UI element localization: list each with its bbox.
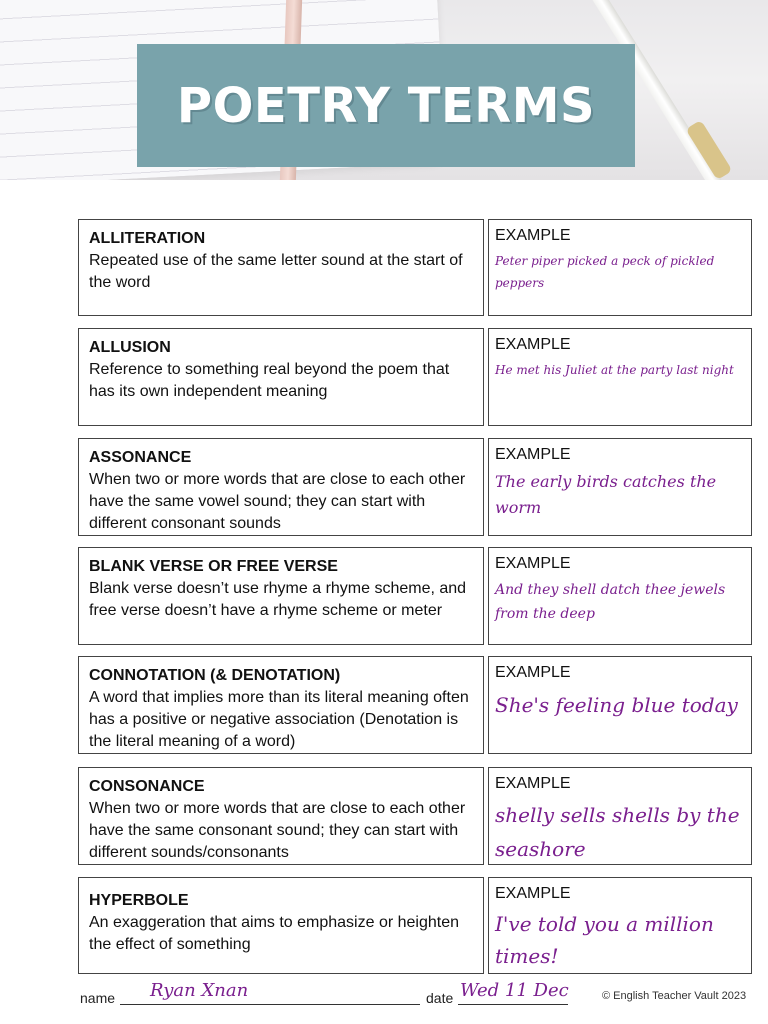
term-name: ALLITERATION [89, 230, 206, 247]
example-handwritten: shelly sells shells by the seashore [495, 803, 740, 861]
term-example-cell [488, 547, 752, 645]
term-definition: An exaggeration that aims to emphasize or heighten the effect of something [89, 914, 460, 953]
name-label: name [80, 990, 116, 1006]
term-example-cell [488, 328, 752, 426]
term-example-cell [488, 219, 752, 316]
name-handwritten-value: Ryan Xnan [150, 980, 249, 1001]
title-banner [137, 44, 635, 167]
term-definition: When two or more words that are close to each other have the same vowel sound; they can start with different consonant sounds [89, 471, 466, 532]
term-name: CONSONANCE [89, 778, 205, 795]
header-photo [0, 0, 768, 180]
example-label: EXAMPLE [495, 336, 571, 353]
example-label: EXAMPLE [495, 555, 571, 572]
date-field-line[interactable] [458, 1004, 568, 1005]
term-definition: Repeated use of the same letter sound at the start of the word [89, 252, 463, 291]
term-definition-cell [78, 328, 484, 426]
term-definition: Reference to something real beyond the poem that has its own independent meaning [89, 361, 450, 400]
example-handwritten: Peter piper picked a peck of pickled peppers [495, 254, 715, 290]
term-example-cell [488, 877, 752, 974]
page-title: POETRY TERMS [176, 77, 596, 134]
term-name: HYPERBOLE [89, 892, 189, 909]
example-handwritten: And they shell datch thee jewels from the deep [495, 582, 726, 622]
term-example-cell [488, 438, 752, 536]
date-handwritten-value: Wed 11 Dec [460, 980, 569, 1001]
example-label: EXAMPLE [495, 664, 571, 681]
example-label: EXAMPLE [495, 446, 571, 463]
term-name: ASSONANCE [89, 449, 192, 466]
term-definition-cell [78, 547, 484, 645]
term-definition-cell [78, 219, 484, 316]
term-example-cell [488, 656, 752, 754]
example-handwritten: She's feeling blue today [495, 693, 738, 717]
name-field-line[interactable] [120, 1004, 420, 1005]
term-example-cell [488, 767, 752, 865]
date-label: date [426, 990, 454, 1006]
term-definition-cell [78, 767, 484, 865]
example-label: EXAMPLE [495, 885, 571, 902]
term-definition: A word that implies more than its literal meaning often has a positive or negative association (Denotation is the literal meaning of a word) [89, 689, 469, 750]
term-name: CONNOTATION (& DENOTATION) [89, 667, 341, 684]
example-handwritten: The early birds catches the worm [495, 472, 717, 517]
term-definition: When two or more words that are close to each other have the same consonant sound; they can start with different sounds/consonants [89, 800, 466, 861]
term-name: BLANK VERSE OR FREE VERSE [89, 558, 338, 575]
term-definition-cell [78, 877, 484, 974]
term-definition-cell [78, 656, 484, 754]
footer [80, 982, 760, 1012]
term-definition: Blank verse doesn’t use rhyme a rhyme scheme, and free verse doesn’t have a rhyme scheme or meter [89, 580, 467, 619]
copyright-notice: © English Teacher Vault 2023 [602, 990, 747, 1002]
example-handwritten: I've told you a million times! [495, 912, 714, 968]
example-label: EXAMPLE [495, 775, 571, 792]
term-definition-cell [78, 438, 484, 536]
example-label: EXAMPLE [495, 227, 571, 244]
example-handwritten: He met his Juliet at the party last night [495, 363, 734, 377]
term-name: ALLUSION [89, 339, 171, 356]
